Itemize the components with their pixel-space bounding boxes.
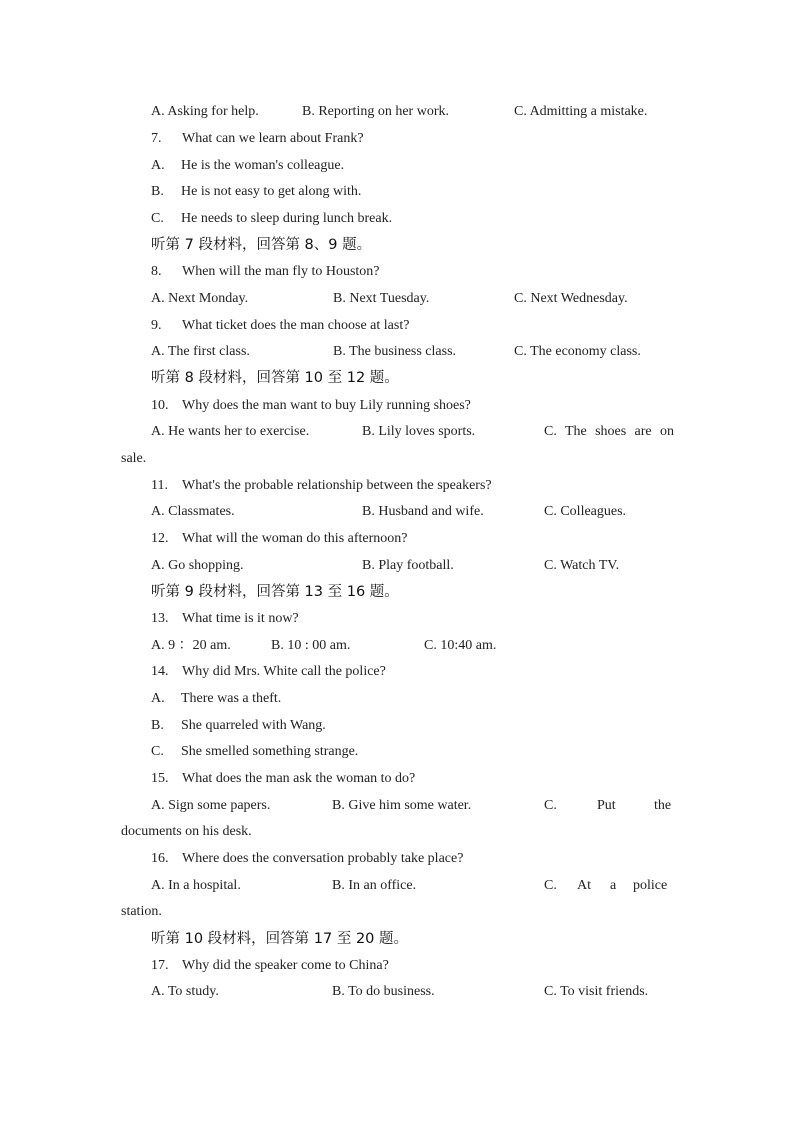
q12-option-b: B. Play football. [362, 558, 454, 573]
question-number: 13. [151, 611, 169, 626]
question-text: Why did the speaker come to China? [182, 958, 389, 973]
question-text: Where does the conversation probably take place? [182, 851, 464, 866]
question-12 [151, 530, 408, 548]
question-number: 7. [151, 131, 162, 146]
q9-option-b: B. The business class. [333, 344, 457, 359]
q7-option-c [151, 210, 392, 228]
section-heading-7: 听第 7 段材料，回答第 8、9 题。 [151, 237, 372, 253]
question-text: What can we learn about Frank? [182, 131, 364, 146]
question-text: What's the probable relationship between the speakers? [182, 478, 492, 493]
question-number: 17. [151, 958, 169, 973]
question-13 [151, 610, 299, 628]
q13-option-b: B. 10 : 00 am. [271, 638, 351, 653]
question-number: 16. [151, 851, 169, 866]
question-text: What ticket does the man choose at last? [182, 318, 410, 333]
question-number: 11. [151, 478, 168, 493]
q10-option-c: C. The shoes are on [544, 424, 674, 439]
q8-option-a: A. Next Monday. [151, 291, 249, 306]
option-label: A. [151, 158, 165, 173]
q10-option-b: B. Lily loves sports. [362, 424, 476, 439]
q16-option-c-word-3: police [633, 878, 668, 893]
question-number: 15. [151, 771, 169, 786]
question-15 [151, 770, 415, 788]
question-16 [151, 850, 463, 868]
option-text: He is not easy to get along with. [181, 184, 362, 199]
q16-option-a: A. In a hospital. [151, 878, 241, 893]
q14-option-b [151, 717, 326, 735]
q16-option-c-word-2: a [610, 878, 617, 893]
question-text: When will the man fly to Houston? [182, 264, 380, 279]
q16-option-b: B. In an office. [332, 878, 417, 893]
option-label: B. [151, 184, 164, 199]
q6-option-b: B. Reporting on her work. [302, 104, 449, 119]
question-text: Why did Mrs. White call the police? [182, 664, 386, 679]
option-label: C. [151, 744, 164, 759]
q7-option-a [151, 157, 344, 175]
option-text: She quarreled with Wang. [181, 718, 326, 733]
q15-option-c-word-2: the [654, 798, 672, 813]
q15-option-a: A. Sign some papers. [151, 798, 271, 813]
q15-option-c-label: C. [544, 798, 557, 813]
q6-option-a: A. Asking for help. [151, 104, 259, 119]
section-heading-8: 听第 8 段材料，回答第 10 至 12 题。 [151, 370, 399, 386]
question-8 [151, 263, 380, 281]
q16-option-c-label: C. [544, 878, 557, 893]
q9-option-a: A. The first class. [151, 344, 250, 359]
section-heading-9: 听第 9 段材料，回答第 13 至 16 题。 [151, 584, 399, 600]
q16-option-c-word-1: At [577, 878, 591, 893]
q15-option-b: B. Give him some water. [332, 798, 472, 813]
q11-option-a: A. Classmates. [151, 504, 235, 519]
option-label: B. [151, 718, 164, 733]
question-7 [151, 130, 364, 148]
q15-option-c-wrap: documents on his desk. [121, 824, 252, 839]
question-9 [151, 317, 409, 335]
question-17 [151, 957, 389, 975]
q17-option-b: B. To do business. [332, 984, 435, 999]
q6-option-c: C. Admitting a mistake. [514, 104, 648, 119]
q11-option-c: C. Colleagues. [544, 504, 627, 519]
q10-option-a: A. He wants her to exercise. [151, 424, 310, 439]
option-text: There was a theft. [181, 691, 282, 706]
q10-option-c-wrap: sale. [121, 451, 147, 466]
q14-option-a [151, 690, 281, 708]
question-text: What does the man ask the woman to do? [182, 771, 416, 786]
question-11 [151, 477, 492, 495]
q13-option-c: C. 10:40 am. [424, 638, 497, 653]
question-text: Why does the man want to buy Lily running shoes? [182, 398, 471, 413]
option-text: He needs to sleep during lunch break. [181, 211, 393, 226]
question-text: What will the woman do this afternoon? [182, 531, 408, 546]
option-text: She smelled something strange. [181, 744, 359, 759]
section-heading-10: 听第 10 段材料，回答第 17 至 20 题。 [151, 931, 409, 947]
question-10 [151, 397, 471, 415]
q8-option-b: B. Next Tuesday. [333, 291, 430, 306]
q16-option-c-wrap: station. [121, 904, 162, 919]
q17-option-a: A. To study. [151, 984, 219, 999]
option-label: C. [151, 211, 164, 226]
question-number: 10. [151, 398, 169, 413]
q12-option-a: A. Go shopping. [151, 558, 244, 573]
q9-option-c: C. The economy class. [514, 344, 641, 359]
question-14 [151, 663, 386, 681]
question-number: 12. [151, 531, 169, 546]
q13-option-a: A. 9 ：20 am. [151, 638, 231, 653]
q12-option-c: C. Watch TV. [544, 558, 620, 573]
q14-option-c [151, 743, 358, 761]
question-number: 9. [151, 318, 162, 333]
q15-option-c-word-1: Put [597, 798, 616, 813]
q17-option-c: C. To visit friends. [544, 984, 649, 999]
question-number: 14. [151, 664, 169, 679]
option-label: A. [151, 691, 165, 706]
q7-option-b [151, 183, 361, 201]
question-number: 8. [151, 264, 162, 279]
option-text: He is the woman's colleague. [181, 158, 345, 173]
q11-option-b: B. Husband and wife. [362, 504, 484, 519]
question-text: What time is it now? [182, 611, 299, 626]
q8-option-c: C. Next Wednesday. [514, 291, 628, 306]
